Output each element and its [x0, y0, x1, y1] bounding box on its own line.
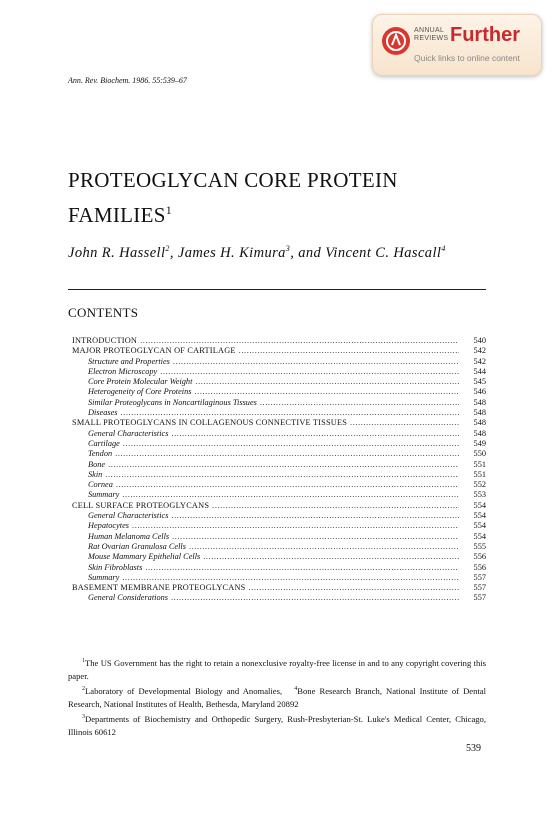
toc-dot-leader — [173, 357, 459, 367]
author-list — [68, 244, 446, 262]
toc-dot-leader — [195, 377, 459, 387]
toc-subsection-entry — [72, 449, 486, 459]
toc-entry-label: Summary — [88, 572, 120, 582]
toc-entry-label: Mouse Mammary Epithelial Cells — [88, 552, 201, 562]
toc-dot-leader — [121, 408, 460, 418]
toc-entry-label: Similar Proteoglycans in Noncartilaginous Tissues — [88, 397, 257, 407]
toc-dot-leader — [115, 449, 459, 459]
toc-subsection-entry — [72, 532, 486, 542]
toc-entry-page: 546 — [473, 387, 486, 397]
toc-subsection-entry — [72, 408, 486, 418]
toc-dot-leader — [189, 542, 459, 552]
toc-subsection-entry — [72, 439, 486, 449]
toc-entry-label: Bone — [88, 459, 106, 469]
toc-entry-page: 557 — [473, 593, 486, 603]
title-line-1: PROTEOGLYCAN CORE PROTEIN — [68, 168, 398, 192]
author-affiliation-mark: 2 — [165, 244, 170, 253]
toc-entry-label: SMALL PROTEOGLYCANS IN COLLAGENOUS CONNECTIVE TISSUES — [72, 418, 348, 428]
footnotes — [68, 655, 486, 739]
toc-entry-label: Cartilage — [88, 438, 120, 448]
toc-entry-page: 548 — [473, 397, 486, 407]
footnote-3: $^3$Departments of Biochemistry and Orthopedic Surgery, Rush-Presbyterian-St. Luke's Medical Center, Chicago, Illinois 60612 — [68, 713, 486, 737]
toc-dot-leader — [248, 583, 459, 593]
toc-entry-label: Summary — [88, 490, 120, 500]
toc-entry-page: 548 — [473, 408, 486, 418]
toc-dot-leader — [172, 532, 459, 542]
toc-dot-leader — [145, 563, 459, 573]
toc-entry-label: BASEMENT MEMBRANE PROTEOGLYCANS — [72, 583, 246, 593]
toc-entry-page: 553 — [473, 490, 486, 500]
toc-entry-label: General Characteristics — [88, 511, 169, 521]
toc-dot-leader — [212, 501, 459, 511]
toc-dot-leader — [122, 490, 459, 500]
toc-entry-page: 557 — [473, 572, 486, 582]
annual-reviews-logo-icon — [381, 26, 411, 56]
author-separator: , — [169, 244, 178, 261]
toc-entry-page: 556 — [473, 562, 486, 572]
toc-subsection-entry — [72, 573, 486, 583]
toc-dot-leader — [160, 367, 459, 377]
toc-dot-leader — [122, 573, 459, 583]
toc-entry-label: Electron Microscopy — [88, 366, 158, 376]
toc-section-entry — [72, 346, 486, 356]
toc-entry-page: 554 — [473, 511, 486, 521]
toc-subsection-entry — [72, 377, 486, 387]
toc-entry-page: 544 — [473, 366, 486, 376]
further-label: Further — [450, 24, 520, 46]
toc-entry-label: General Characteristics — [88, 428, 169, 438]
toc-entry-label: Skin Fibroblasts — [88, 562, 143, 572]
quick-links-label: Quick links to online content — [414, 53, 520, 63]
toc-section-entry — [72, 583, 486, 593]
toc-entry-page: 549 — [473, 438, 486, 448]
author-affiliation-mark: 3 — [285, 244, 291, 253]
toc-dot-leader — [108, 460, 459, 470]
toc-entry-label: CELL SURFACE PROTEOGLYCANS — [72, 500, 210, 510]
toc-entry-page: 545 — [473, 377, 486, 387]
toc-dot-leader — [123, 439, 459, 449]
toc-subsection-entry — [72, 470, 486, 480]
annual-reviews-further-badge[interactable] — [372, 14, 542, 76]
toc-entry-label: Structure and Properties — [88, 356, 170, 366]
toc-entry-label: MAJOR PROTEOGLYCAN OF CARTILAGE — [72, 346, 236, 356]
toc-entry-label: Diseases — [88, 408, 118, 418]
page-number: 539 — [466, 743, 481, 754]
toc-subsection-entry — [72, 511, 486, 521]
toc-subsection-entry — [72, 398, 486, 408]
toc-dot-leader — [260, 398, 459, 408]
table-of-contents — [72, 336, 486, 604]
toc-dot-leader — [350, 418, 459, 428]
toc-entry-page: 542 — [473, 346, 486, 356]
toc-dot-leader — [239, 346, 459, 356]
toc-entry-page: 554 — [473, 531, 486, 541]
toc-entry-page: 548 — [473, 418, 486, 428]
annual-reviews-wordmark: ANNUAL REVIEWS — [414, 27, 449, 42]
toc-entry-label: Tendon — [88, 449, 113, 459]
toc-entry-page: 554 — [473, 521, 486, 531]
title-line-2: FAMILIES$^1$ — [68, 203, 172, 227]
toc-dot-leader — [203, 552, 459, 562]
toc-subsection-entry — [72, 521, 486, 531]
author-name: Vincent C. Hascall — [325, 244, 442, 261]
toc-entry-label: INTRODUCTION — [72, 336, 138, 345]
journal-citation: Ann. Rev. Biochem. 1986. 55:539–67 — [68, 76, 187, 85]
toc-dot-leader — [171, 593, 459, 603]
author-name: James H. Kimura — [177, 244, 286, 261]
toc-entry-label: Rat Ovarian Granulosa Cells — [88, 541, 186, 551]
toc-entry-label: Heterogeneity of Core Proteins — [88, 387, 192, 397]
toc-entry-page: 557 — [473, 583, 486, 593]
toc-section-entry — [72, 501, 486, 511]
toc-entry-page: 552 — [473, 480, 486, 490]
toc-dot-leader — [105, 470, 459, 480]
toc-entry-page: 548 — [473, 428, 486, 438]
author-separator: , and — [290, 244, 326, 261]
toc-entry-page: 555 — [473, 541, 486, 551]
toc-entry-page: 540 — [473, 336, 486, 345]
toc-entry-page: 550 — [473, 449, 486, 459]
article-title — [68, 165, 398, 230]
toc-entry-page: 551 — [473, 459, 486, 469]
footnote-1: $^1$The US Government has the right to retain a nonexclusive royalty-free license in and to any copyright covering this paper. — [68, 657, 486, 681]
author-affiliation-mark: 4 — [441, 244, 446, 253]
author-name: John R. Hassell — [68, 244, 166, 261]
toc-subsection-entry — [72, 480, 486, 490]
toc-entry-page: 551 — [473, 469, 486, 479]
toc-subsection-entry — [72, 563, 486, 573]
toc-entry-page: 556 — [473, 552, 486, 562]
toc-entry-label: Core Protein Molecular Weight — [88, 377, 193, 387]
toc-section-entry — [72, 418, 486, 428]
toc-subsection-entry — [72, 542, 486, 552]
toc-subsection-entry — [72, 490, 486, 500]
toc-dot-leader — [171, 511, 459, 521]
toc-dot-leader — [171, 429, 459, 439]
toc-section-entry — [72, 336, 486, 346]
toc-subsection-entry — [72, 357, 486, 367]
toc-entry-page: 542 — [473, 356, 486, 366]
toc-entry-label: Hepatocytes — [88, 521, 130, 531]
toc-dot-leader — [116, 480, 459, 490]
contents-heading: CONTENTS — [68, 305, 139, 320]
toc-subsection-entry — [72, 552, 486, 562]
footnote-2-4: $^2$Laboratory of Developmental Biology and Anomalies, $^4$Bone Research Branch, National Institute of Dental Research, National Institutes of Health, Bethesda, Maryland 20892 — [68, 685, 486, 709]
toc-subsection-entry — [72, 460, 486, 470]
toc-dot-leader — [132, 521, 459, 531]
toc-subsection-entry — [72, 429, 486, 439]
title-footnote-mark: 1 — [165, 203, 172, 217]
toc-subsection-entry — [72, 593, 486, 603]
toc-subsection-entry — [72, 367, 486, 377]
toc-dot-leader — [194, 387, 459, 397]
toc-entry-page: 554 — [473, 500, 486, 510]
header-rule — [68, 289, 486, 290]
toc-dot-leader — [140, 336, 459, 346]
toc-entry-label: Human Melanoma Cells — [88, 531, 170, 541]
toc-entry-label: Skin — [88, 469, 103, 479]
toc-entry-label: Cornea — [88, 480, 113, 490]
toc-entry-label: General Considerations — [88, 593, 168, 603]
toc-subsection-entry — [72, 387, 486, 397]
